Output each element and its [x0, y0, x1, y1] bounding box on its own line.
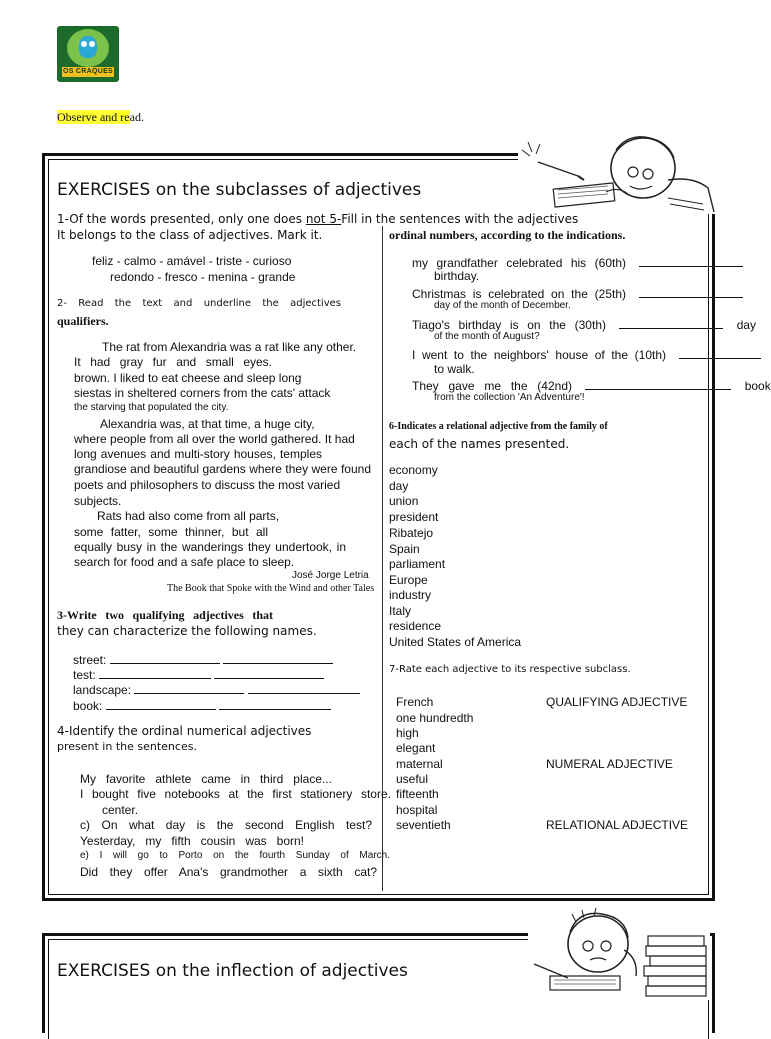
- ex5-sentence: I went to the neighbors' house of the (10th): [412, 348, 666, 362]
- logo: [57, 26, 119, 82]
- ex7-class-qualifying: QUALIFYING ADJECTIVE: [546, 695, 688, 709]
- ex6-name: union: [389, 494, 419, 508]
- answer-blank[interactable]: [619, 316, 723, 329]
- ex6-name: parliament: [389, 557, 446, 571]
- ex6-name: Italy: [389, 604, 412, 618]
- ex6-line2: each of the names presented.: [389, 437, 570, 451]
- answer-blank[interactable]: [639, 254, 743, 267]
- ex3-item-book: [73, 697, 331, 713]
- ex5-after-text: day: [736, 318, 757, 332]
- answer-blank[interactable]: [106, 697, 216, 710]
- owl-eye-left: [81, 41, 87, 47]
- ex5-sentence: They gave me the (42nd): [412, 379, 572, 393]
- ex5-sub: birthday.: [434, 269, 480, 283]
- ex7-word: useful: [396, 772, 429, 786]
- ex5-row: [412, 316, 757, 332]
- ex2-text-line: The rat from Alexandria was a rat like any other.: [102, 340, 357, 354]
- ex1-words-line1: feliz - calmo - amável - triste - curioso: [92, 254, 292, 268]
- owl-eye-right: [89, 41, 95, 47]
- answer-blank[interactable]: [248, 681, 360, 694]
- boy-writing-illustration: [518, 128, 718, 214]
- ex6-name: residence: [389, 619, 442, 633]
- answer-blank[interactable]: [219, 697, 331, 710]
- logo-text: OS CRAQUES: [62, 68, 114, 75]
- ex2-text-line: search for food and a safe place to sleep.: [74, 555, 295, 569]
- ex6-name: day: [389, 479, 409, 493]
- ex2-author: José Jorge Letria: [292, 570, 369, 581]
- ex7-class-numeral: NUMERAL ADJECTIVE: [546, 757, 673, 771]
- ex2-text-line: brown. I liked to eat cheese and sleep long: [74, 371, 302, 385]
- ex5-sub: of the month of August?: [434, 331, 540, 342]
- intro-rest: ad.: [129, 110, 144, 124]
- ex7-word: elegant: [396, 741, 436, 755]
- answer-blank[interactable]: [214, 666, 324, 679]
- answer-blank[interactable]: [99, 666, 211, 679]
- ex5-row: [412, 254, 742, 270]
- ex5-row: [412, 285, 742, 301]
- ex6-name: United States of America: [389, 635, 522, 649]
- ex3-item-landscape: [73, 681, 360, 697]
- answer-blank[interactable]: [223, 651, 333, 664]
- ex1-line2: It belongs to the class of adjectives. Mark it.: [57, 228, 323, 242]
- ex3-item-label: landscape:: [73, 683, 132, 697]
- ex7-word: maternal: [396, 757, 443, 771]
- ex2-text-line: equally busy in the wanderings they undertook, in: [74, 540, 346, 554]
- ex3-line1: 3-Write two qualifying adjectives that: [57, 608, 273, 622]
- ex5-sentence: Tiago's birthday is on the (30th): [412, 318, 606, 332]
- ex3-item-label: test:: [73, 668, 96, 682]
- ex4-sentence: My favorite athlete came in third place...: [80, 772, 332, 786]
- ex6-name: president: [389, 510, 439, 524]
- ex2-text-line: where people from all over the world gathered. It had: [74, 432, 355, 446]
- ex7-class-relational: RELATIONAL ADJECTIVE: [546, 818, 689, 832]
- answer-blank[interactable]: [639, 285, 743, 298]
- ex5-sub: to walk.: [434, 362, 475, 376]
- ex4-sentence: c) On what day is the second English test?: [80, 818, 372, 832]
- ex4-sentence: Did they offer Ana's grandmother a sixth cat?: [80, 865, 377, 879]
- ex5-sentence: Christmas is celebrated on the (25th): [412, 287, 626, 301]
- ex2-text-line: poets and philosophers to discuss the most varied: [74, 478, 341, 492]
- ex1-line1-part-a: 1-Of the words presented, only one does: [57, 212, 306, 226]
- answer-blank[interactable]: [679, 346, 761, 359]
- ex7-word: fifteenth: [396, 787, 439, 801]
- ex5-sub: day of the month of December.: [434, 300, 571, 311]
- ex3-item-test: [73, 666, 324, 682]
- answer-blank[interactable]: [585, 377, 731, 390]
- ex3-item-street: [73, 651, 333, 667]
- ex2-text-line: Rats had also come from all parts,: [97, 509, 280, 523]
- ex4-line2: present in the sentences.: [57, 740, 197, 753]
- ex5-row: [412, 377, 771, 393]
- ex6-name: economy: [389, 463, 438, 477]
- ex5-row: [412, 346, 762, 362]
- ex2-text-line: some fatter, some thinner, but all: [74, 525, 268, 539]
- ex2-text-line: the starving that populated the city.: [74, 402, 229, 413]
- ex2-text-line: Alexandria was, at that time, a huge city,: [100, 417, 315, 431]
- ex7-word: seventieth: [396, 818, 451, 832]
- ex2-text-line: grandiose and beautiful gardens where they were found: [74, 462, 371, 476]
- ex1-line1: [57, 212, 578, 226]
- ex2-line2: qualifiers.: [57, 314, 109, 328]
- ex7-word: hospital: [396, 803, 438, 817]
- boy-with-books-illustration: [528, 906, 710, 1000]
- ex6-name: Europe: [389, 573, 428, 587]
- ex2-line1: 2- Read the text and underline the adjectives: [57, 298, 341, 309]
- ex6-name: Spain: [389, 542, 420, 556]
- ex6-name: Ribatejo: [389, 526, 434, 540]
- owl-icon: [79, 36, 97, 58]
- section2-title: EXERCISES on the inflection of adjectives: [57, 961, 408, 981]
- ex1-words-line2: redondo - fresco - menina - grande: [110, 270, 296, 284]
- answer-blank[interactable]: [110, 651, 220, 664]
- ex2-text-line: It had gray fur and small eyes.: [74, 355, 272, 369]
- ex2-text-line: long avenues and multi-story houses, temples: [74, 447, 322, 461]
- ex4-sentence: center.: [102, 803, 139, 817]
- ex2-text-line: siestas in sheltered corners from the cats' attack: [74, 386, 331, 400]
- ex2-text-line: subjects.: [74, 494, 122, 508]
- ex7-word: French: [396, 695, 434, 709]
- ex5-sentence: my grandfather celebrated his (60th): [412, 256, 626, 270]
- ex1-line1-part-c: Fill in the sentences with the adjectives: [341, 212, 579, 226]
- ex4-sentence: Yesterday, my fifth cousin was born!: [80, 834, 304, 848]
- ex3-item-label: book:: [73, 699, 103, 713]
- ex7-title: 7-Rate each adjective to its respective subclass.: [389, 664, 631, 675]
- ex4-sentence: e) I will go to Porto on the fourth Sunday of March.: [80, 850, 390, 861]
- ex5-heading: ordinal numbers, according to the indications.: [389, 228, 626, 242]
- section1-title: EXERCISES on the subclasses of adjectives: [57, 180, 422, 200]
- ex7-word: one hundredth: [396, 711, 474, 725]
- ex2-book-title: The Book that Spoke with the Wind and other Tales: [167, 583, 375, 594]
- ex5-sub: from the collection 'An Adventure'!: [434, 392, 585, 403]
- ex1-line1-part-b: not 5-: [305, 212, 342, 226]
- ex7-word: high: [396, 726, 419, 740]
- ex5-after-text: book: [744, 379, 771, 393]
- intro-instruction: [57, 110, 144, 125]
- ex6-name: industry: [389, 588, 432, 602]
- intro-highlight: Observe and re: [57, 110, 130, 124]
- ex4-line1: 4-Identify the ordinal numerical adjectives: [57, 724, 312, 738]
- answer-blank[interactable]: [134, 681, 244, 694]
- ex3-item-label: street:: [73, 653, 107, 667]
- ex4-sentence: I bought five notebooks at the first stationery store.: [80, 787, 391, 801]
- ex6-line1: 6-Indicates a relational adjective from the family of: [389, 421, 608, 432]
- ex3-line2: they can characterize the following names.: [57, 624, 317, 638]
